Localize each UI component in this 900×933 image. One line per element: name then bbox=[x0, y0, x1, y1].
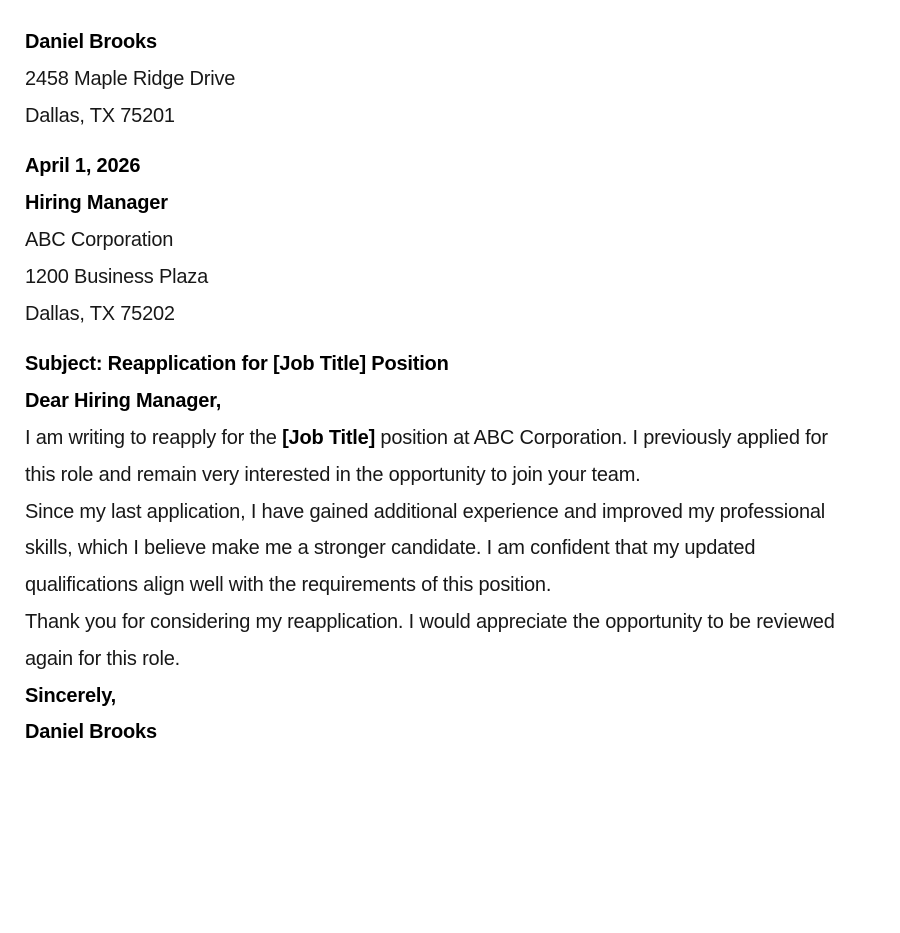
recipient-company: ABC Corporation bbox=[25, 228, 174, 251]
paragraph1-text-before: I am writing to reapply for the bbox=[25, 426, 283, 449]
recipient-address-line2: Dallas, TX 75202 bbox=[25, 302, 175, 325]
sender-address-line2: Dallas, TX 75201 bbox=[25, 104, 175, 127]
recipient-block bbox=[25, 185, 860, 332]
sender-block bbox=[25, 24, 860, 134]
recipient-title: Hiring Manager bbox=[25, 192, 168, 215]
closing-block bbox=[25, 678, 860, 752]
paragraph1-text-after: position at ABC Corporation. I previously applied for this role and remain very interested in the opportunity to join your team. bbox=[25, 426, 828, 486]
salutation: Dear Hiring Manager, bbox=[25, 390, 222, 413]
closing-signature: Daniel Brooks bbox=[25, 721, 157, 744]
body-paragraph-1 bbox=[25, 420, 860, 494]
body-paragraph-3: Thank you for considering my reapplication. I would appreciate the opportunity to be reviewed again for this role. bbox=[25, 610, 835, 670]
sender-address-line1: 2458 Maple Ridge Drive bbox=[25, 67, 236, 90]
recipient-address-line1: 1200 Business Plaza bbox=[25, 265, 208, 288]
body-paragraph-2: Since my last application, I have gained additional experience and improved my professional skills, which I believe make me a stronger candidate. I am confident that my updated qualifications align well with the requirements of this position. bbox=[25, 500, 826, 597]
subject-line: Subject: Reapplication for [Job Title] Position bbox=[25, 353, 449, 376]
sender-name: Daniel Brooks bbox=[25, 31, 157, 53]
letter-date: April 1, 2026 bbox=[25, 155, 141, 178]
closing-signoff: Sincerely, bbox=[25, 684, 117, 707]
paragraph1-job-title-placeholder: [Job Title] bbox=[282, 426, 376, 449]
